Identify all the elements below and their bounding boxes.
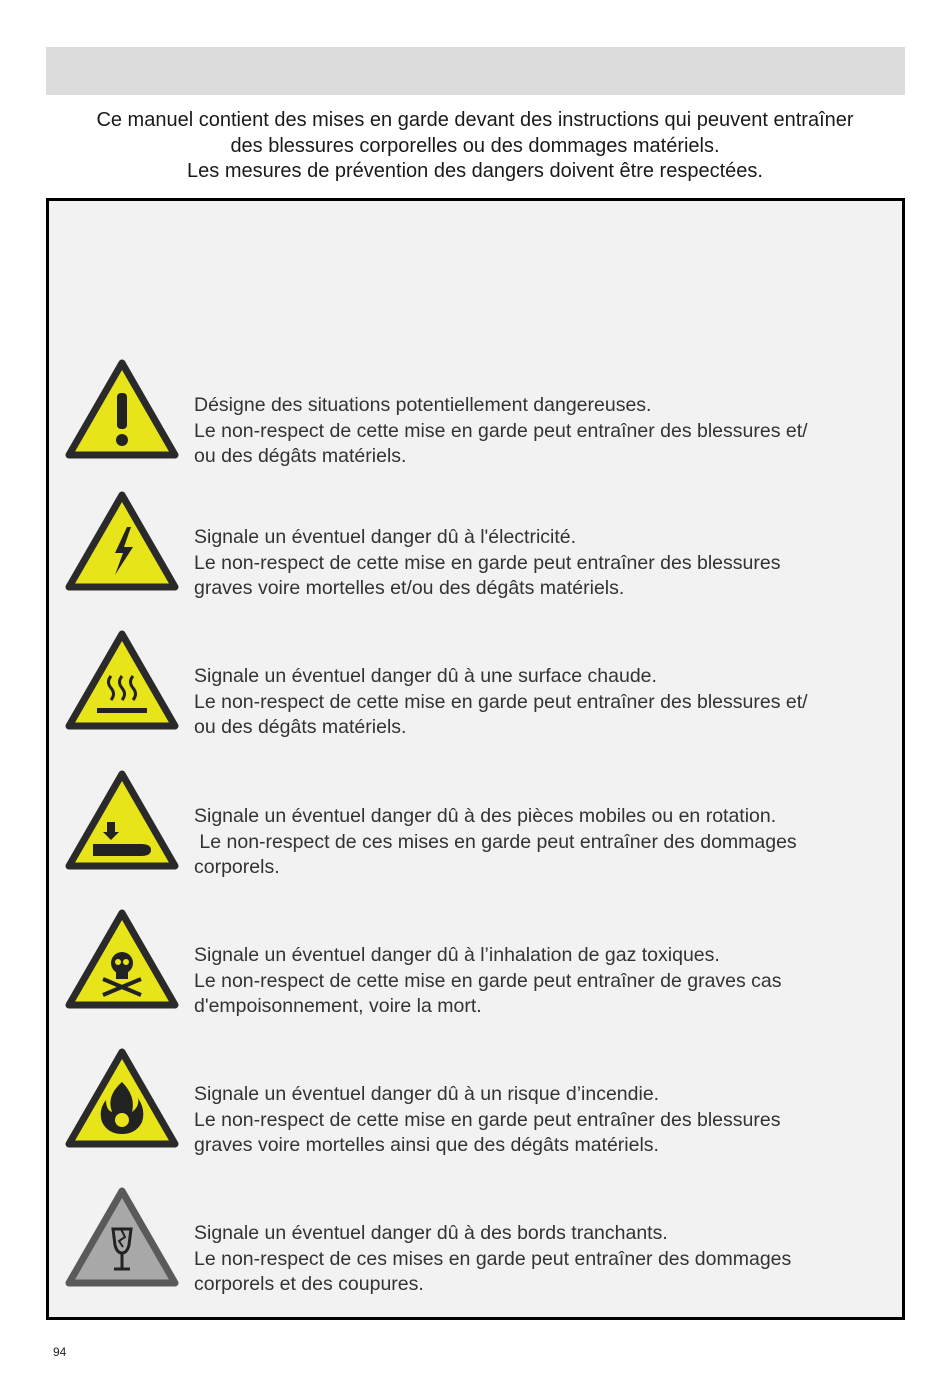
page-number: 94	[53, 1345, 67, 1359]
warning-item	[49, 489, 902, 601]
warning-text: Signale un éventuel danger dû à un risque d’incendie. Le non-respect de cette mise en garde peut entraîner des blessures graves voire mortelles ainsi que des dégâts matériels.	[194, 1083, 781, 1156]
general-warning-icon	[63, 357, 181, 463]
intro-text	[40, 108, 910, 185]
intro-line: des blessures corporelles ou des dommages matériels.	[230, 134, 720, 157]
sharp-edges-warning-icon	[63, 1185, 181, 1291]
warning-item	[49, 357, 902, 469]
warning-text: Signale un éventuel danger dû à des pièces mobiles ou en rotation. Le non-respect de ces mises en garde peut entraîner des dommages corporels.	[194, 805, 797, 878]
warning-item	[49, 628, 902, 740]
warning-text: Désigne des situations potentiellement dangereuses. Le non-respect de cette mise en garde peut entraîner des blessures et/ ou des dégâts matériels.	[194, 394, 808, 467]
electricity-warning-icon	[63, 489, 181, 595]
moving-parts-warning-icon	[63, 768, 181, 874]
warnings-panel	[46, 198, 905, 1320]
warning-item	[49, 1185, 902, 1297]
intro-line: Les mesures de prévention des dangers doivent être respectées.	[187, 160, 763, 182]
header-bar	[46, 47, 905, 95]
warning-item	[49, 768, 902, 880]
toxic-gas-warning-icon	[63, 907, 181, 1013]
fire-warning-icon	[63, 1046, 181, 1152]
warning-text: Signale un éventuel danger dû à une surface chaude. Le non-respect de cette mise en garde peut entraîner des blessures et/ ou des dégâts matériels.	[194, 665, 808, 738]
warning-text: Signale un éventuel danger dû à l’inhalation de gaz toxiques. Le non-respect de cette mise en garde peut entraîner de graves cas d'empoisonnement, voire la mort.	[194, 944, 782, 1017]
warning-item	[49, 907, 902, 1019]
warning-item	[49, 1046, 902, 1158]
hot-surface-warning-icon	[63, 628, 181, 734]
warning-text: Signale un éventuel danger dû à des bords tranchants. Le non-respect de ces mises en garde peut entraîner des dommages corporels et des coupures.	[194, 1222, 792, 1295]
warning-text: Signale un éventuel danger dû à l'électricité. Le non-respect de cette mise en garde peut entraîner des blessures graves voire mortelles et/ou des dégâts matériels.	[194, 526, 781, 599]
intro-line: Ce manuel contient des mises en garde devant des instructions qui peuvent entraîner	[96, 109, 854, 131]
